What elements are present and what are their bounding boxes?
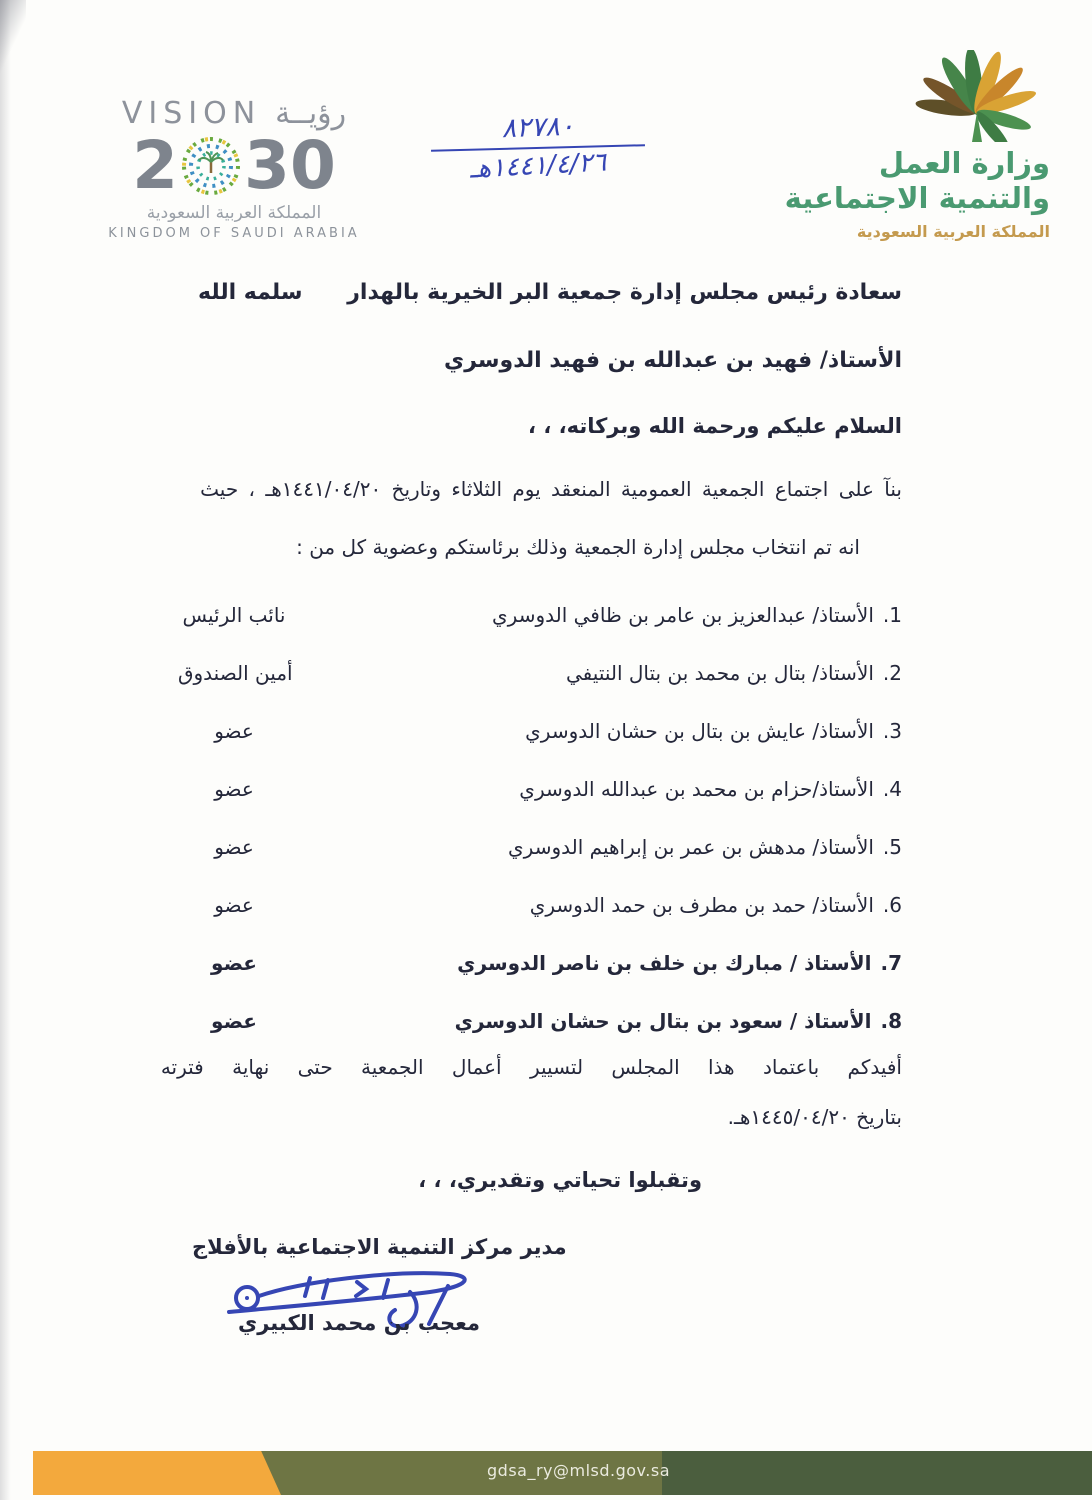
footer-bar-orange-segment — [33, 1451, 281, 1495]
member-number: 8. — [880, 1009, 902, 1033]
handwritten-number: ٨٢٧٨٠ — [501, 110, 575, 145]
vision-2030-rosette-icon — [180, 135, 242, 197]
member-row — [178, 714, 902, 748]
closing-paragraph-line2: بتاريخ ١٤٤٥/٠٤/٢٠هـ. — [727, 1105, 902, 1129]
vision-ar-label: رؤيــة — [275, 96, 347, 131]
member-role: عضو — [214, 719, 254, 743]
member-number: 6. — [882, 893, 902, 917]
board-members-list — [178, 598, 902, 1062]
palm-tree-icon — [894, 50, 1044, 142]
member-row — [178, 888, 902, 922]
member-number: 1. — [882, 603, 902, 627]
vision-kingdom-en: KINGDOM OF SAUDI ARABIA — [108, 226, 360, 241]
member-name: الأستاذ/ عايش بن بتال بن حشان الدوسري — [525, 719, 874, 743]
vision-2030-year — [84, 127, 384, 204]
vision-kingdom-ar: المملكة العربية السعودية — [146, 203, 322, 223]
handwritten-date: ١٤٤١/٤/٢٦هـ — [468, 147, 607, 185]
member-row — [178, 656, 902, 690]
member-row — [178, 1004, 902, 1038]
member-number: 3. — [882, 719, 902, 743]
scan-edge-artifact — [0, 0, 12, 1500]
intro-paragraph-line2: انه تم انتخاب مجلس إدارة الجمعية وذلك برئاستكم وعضوية كل من : — [296, 535, 860, 559]
member-name: الأستاذ/ عبدالعزيز بن عامر بن ظافي الدوسري — [492, 603, 874, 627]
vision-en-label: VISION — [121, 96, 262, 131]
vision-year-left: 2 — [132, 127, 179, 204]
member-name: الأستاذ/حزام بن محمد بن عبدالله الدوسري — [519, 777, 874, 801]
member-role: نائب الرئيس — [182, 603, 286, 627]
ministry-logo — [750, 50, 1050, 241]
scan-corner-artifact — [0, 0, 26, 80]
ministry-name-line1: وزارة العمل — [878, 146, 1050, 180]
vision-2030-logo — [84, 96, 384, 241]
member-number: 5. — [882, 835, 902, 859]
addressee-line: سعادة رئيس مجلس إدارة جمعية البر الخيرية بالهدار — [347, 280, 902, 305]
member-role: عضو — [214, 835, 254, 859]
footer-bar — [0, 1451, 1092, 1495]
addressee-name: الأستاذ/ فهيد بن عبدالله بن فهيد الدوسري — [444, 348, 902, 373]
ministry-kingdom-line: المملكة العربية السعودية — [856, 221, 1050, 241]
member-name: الأستاذ / سعود بن بتال بن حشان الدوسري — [454, 1009, 872, 1033]
member-role: عضو — [211, 951, 257, 975]
member-number: 4. — [882, 777, 902, 801]
signatory-title: مدير مركز التنمية الاجتماعية بالأفلاج — [192, 1235, 567, 1259]
vision-2030-wordmark — [84, 96, 384, 131]
member-number: 7. — [880, 951, 902, 975]
member-row — [178, 772, 902, 806]
footer-bar-darkgreen-segment — [662, 1451, 1092, 1495]
member-name: الأستاذ/ حمد بن مطرف بن حمد الدوسري — [529, 893, 874, 917]
member-role: أمين الصندوق — [178, 661, 293, 685]
member-row — [178, 830, 902, 864]
ministry-name-line2: والتنمية الاجتماعية — [784, 180, 1050, 215]
regards-line: وتقبلوا تحياتي وتقديري، ، ، — [418, 1168, 702, 1192]
blessing-text: سلمه الله — [198, 280, 303, 305]
footer-email: gdsa_ry@mlsd.gov.sa — [487, 1461, 671, 1480]
member-role: عضو — [214, 777, 254, 801]
member-role: عضو — [214, 893, 254, 917]
member-row — [178, 598, 902, 632]
member-name: الأستاذ / مبارك بن خلف بن ناصر الدوسري — [457, 951, 872, 975]
member-row — [178, 946, 902, 980]
member-role: عضو — [211, 1009, 257, 1033]
closing-paragraph-line1: أفيدكم باعتماد هذا المجلس لتسيير أعمال الجمعية حتى نهاية فترته — [160, 1055, 902, 1079]
handwritten-reference — [408, 110, 668, 185]
member-name: الأستاذ/ بتال بن محمد بن بتال النتيفي — [566, 661, 874, 685]
member-number: 2. — [882, 661, 902, 685]
member-name: الأستاذ/ مدهش بن عمر بن إبراهيم الدوسري — [508, 835, 874, 859]
signatory-name: معجب بن محمد الكبيري — [238, 1311, 481, 1335]
vision-year-right: 30 — [244, 127, 336, 204]
salutation-line: السلام عليكم ورحمة الله وبركاته، ، ، — [528, 414, 902, 438]
intro-paragraph-line1: بنآ على اجتماع الجمعية العمومية المنعقد يوم الثلاثاء وتاريخ ١٤٤١/٠٤/٢٠هـ ، حيث — [200, 477, 902, 501]
